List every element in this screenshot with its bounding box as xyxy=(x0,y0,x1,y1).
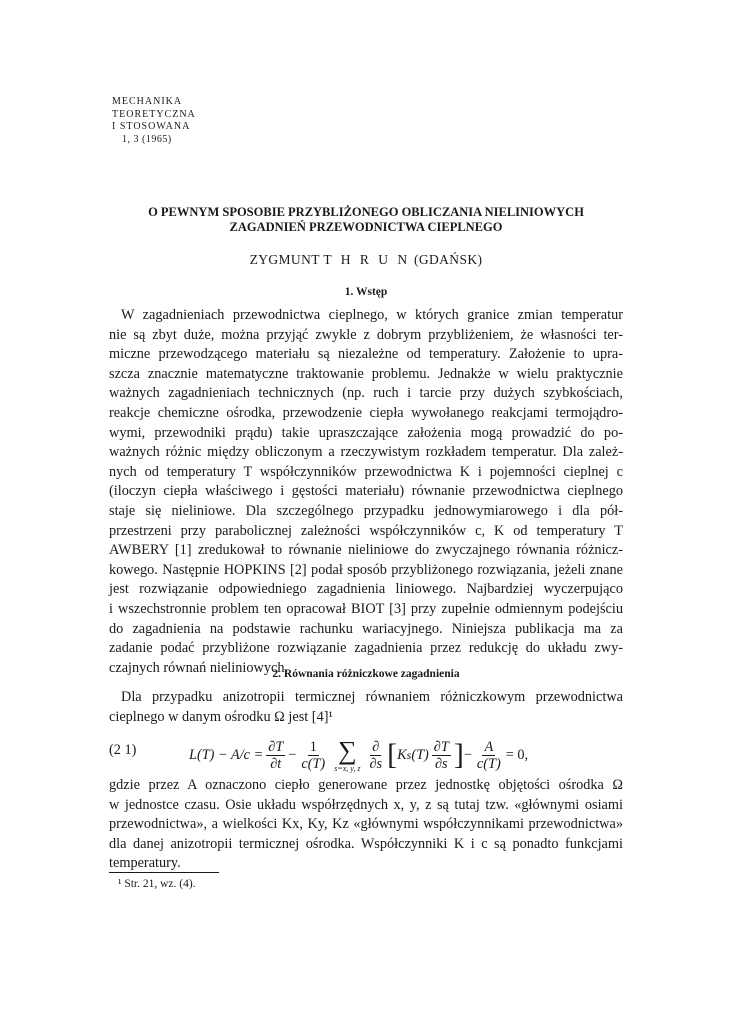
text-line: miczne przewodzącego materiału są niezależne od temperatury. Założenie to upra- xyxy=(109,346,623,363)
text-line: i wszechstronnie problem ten opracował BIOT [3] przy zupełnie odmiennym podejściu xyxy=(109,600,623,617)
denominator: ∂s xyxy=(369,755,383,772)
equation-2-1 xyxy=(109,730,623,780)
text-line: szcza znacznie matematyczne traktowanie problemu. Jednakże w wielu praktycznie xyxy=(109,365,623,382)
author-affiliation: (GDAŃSK) xyxy=(413,252,483,267)
numerator: ∂T xyxy=(268,738,284,755)
sum-index: s=x, y, z xyxy=(334,763,361,773)
fraction-d-ds xyxy=(367,739,384,772)
paper-title xyxy=(100,205,632,235)
coefficient-k-argument: (T) xyxy=(411,746,429,763)
coefficient-k: K xyxy=(397,746,407,763)
equation-lhs: L(T) − A/c = xyxy=(189,746,264,763)
text-line: staje się nieliniowe. Dla szczególnego przypadku jednowymiarowego i dla pół- xyxy=(109,502,623,519)
sum-symbol: ∑ xyxy=(338,735,357,765)
text-line: AWBERY [1] zredukował to równanie nieliniowe do zwyczajnego równania różnicz- xyxy=(109,542,623,559)
coefficient-k-subscript: s xyxy=(406,747,412,762)
minus-sign: − xyxy=(463,746,472,763)
text-line: dla danej anizotropii termicznej ośrodka. Współczynniki K i c są ponadto funkcjami xyxy=(109,835,623,852)
text-line: Dla przypadku anizotropii termicznej równaniem różniczkowym przewodnictwa xyxy=(121,689,623,705)
journal-header xyxy=(112,96,196,146)
text-line: czajnych równań nieliniowych. xyxy=(109,659,289,676)
text-line: wymi, przewodniki prądu) takie upraszczające założenia mogą prowadzić do po- xyxy=(109,424,623,441)
text-line: przewodnictwa», a wielkości Kx, Ky, Kz «głównymi współczynnikami przewodnictwa» xyxy=(109,816,623,833)
denominator: ∂t xyxy=(270,755,282,772)
text-line: przestrzeni przy parabolicznej zależności współczynników c, K od temperatury T xyxy=(109,522,623,539)
text-line: gdzie przez A oznaczono ciepło generowane przez jednostkę objętości ośrodka Ω xyxy=(109,777,623,793)
numerator: A xyxy=(484,738,494,755)
numerator: 1 xyxy=(309,738,317,755)
text-line: ważnych różnic między obliczonym a rzeczywistym rozkładem temperatur. Dla zależ- xyxy=(109,444,623,461)
footnote-divider xyxy=(109,872,219,873)
author-first-name: ZYGMUNT xyxy=(249,252,320,267)
text-line: nie są zbyt duże, można przyjąć zwykle z dobrym przybliżeniem, że własności ter- xyxy=(109,326,623,343)
journal-issue: 1, 3 (1965) xyxy=(122,133,172,145)
author-last-name: T H R U N xyxy=(323,252,411,267)
equation-number: (2 1) xyxy=(109,742,137,758)
denominator: c(T) xyxy=(476,755,501,772)
fraction-dT-ds xyxy=(432,739,451,772)
denominator: c(T) xyxy=(301,755,326,772)
text-line: ważnych zagadnieniach technicznych (np. ruch i tarcie przy dużych szybkościach, xyxy=(109,385,623,402)
journal-name-line2: TEORETYCZNA xyxy=(112,108,196,120)
paper-title-line1: O PEWNYM SPOSOBIE PRZYBLIŻONEGO OBLICZANIA NIELINIOWYCH xyxy=(148,205,584,219)
journal-name-line1: MECHANIKA xyxy=(112,96,183,107)
text-line: W zagadnieniach przewodnictwa cieplnego, w których granice zmian temperatur xyxy=(121,307,623,323)
minus-sign: − xyxy=(288,746,297,763)
summation xyxy=(334,735,361,773)
equation-rhs: = 0, xyxy=(505,746,529,763)
text-line: reakcje chemiczne ośrodka, przewodzenie ciepła wywołanego reakcjami termojądro- xyxy=(109,404,623,421)
text-line: do zagadnienia na podstawie rachunku wariacyjnego. Niniejsza publikacja ma za xyxy=(109,620,623,637)
text-line: zadanie podać przybliżone rozwiązanie zagadnienia przez redukcję do układu zwy- xyxy=(109,640,623,657)
section-heading-introduction: 1. Wstęp xyxy=(344,286,388,298)
fraction-dT-dt xyxy=(266,739,285,772)
denominator: ∂s xyxy=(434,755,448,772)
paragraph-introduction xyxy=(109,306,623,678)
section-heading-equations: 2. Równania różniczkowe zagadnienia xyxy=(272,668,460,680)
text-line: w jednostce czasu. Osie układu współrzędnych x, y, z są tutaj tzw. «głównymi osiami xyxy=(109,796,623,813)
bracket-close: ] xyxy=(453,738,464,771)
numerator: ∂ xyxy=(372,738,380,755)
fraction-1-over-c xyxy=(299,739,327,772)
journal-name-line3: I STOSOWANA xyxy=(112,121,191,132)
text-line: temperatury. xyxy=(109,855,181,872)
equation-body xyxy=(189,730,528,780)
numerator: ∂T xyxy=(433,738,449,755)
author-line xyxy=(100,252,632,268)
paragraph-equation-intro xyxy=(109,688,623,727)
paper-title-line2: ZAGADNIEŃ PRZEWODNICTWA CIEPLNEGO xyxy=(229,220,503,234)
text-line: nych od temperatury T współczynników przewodnictwa K i pojemności cieplnej c xyxy=(109,463,623,480)
footnote: ¹ Str. 21, wz. (4). xyxy=(118,878,196,890)
fraction-A-over-c xyxy=(475,739,503,772)
paragraph-definitions xyxy=(109,776,623,874)
text-line: kowego. Następnie HOPKINS [2] podał sposób przybliżonego rozwiązania, jeżeli znane xyxy=(109,561,623,578)
bracket-open: [ xyxy=(387,738,398,771)
text-line: (iloczyn ciepła właściwego i gęstości materiału) równanie przewodnictwa cieplnego xyxy=(109,483,623,500)
text-line: cieplnego w danym ośrodku Ω jest [4]¹ xyxy=(109,708,333,725)
text-line: jest rozwiązanie odpowiedniego zagadnienia liniowego. Najbardziej wyczerpująco xyxy=(109,581,623,598)
